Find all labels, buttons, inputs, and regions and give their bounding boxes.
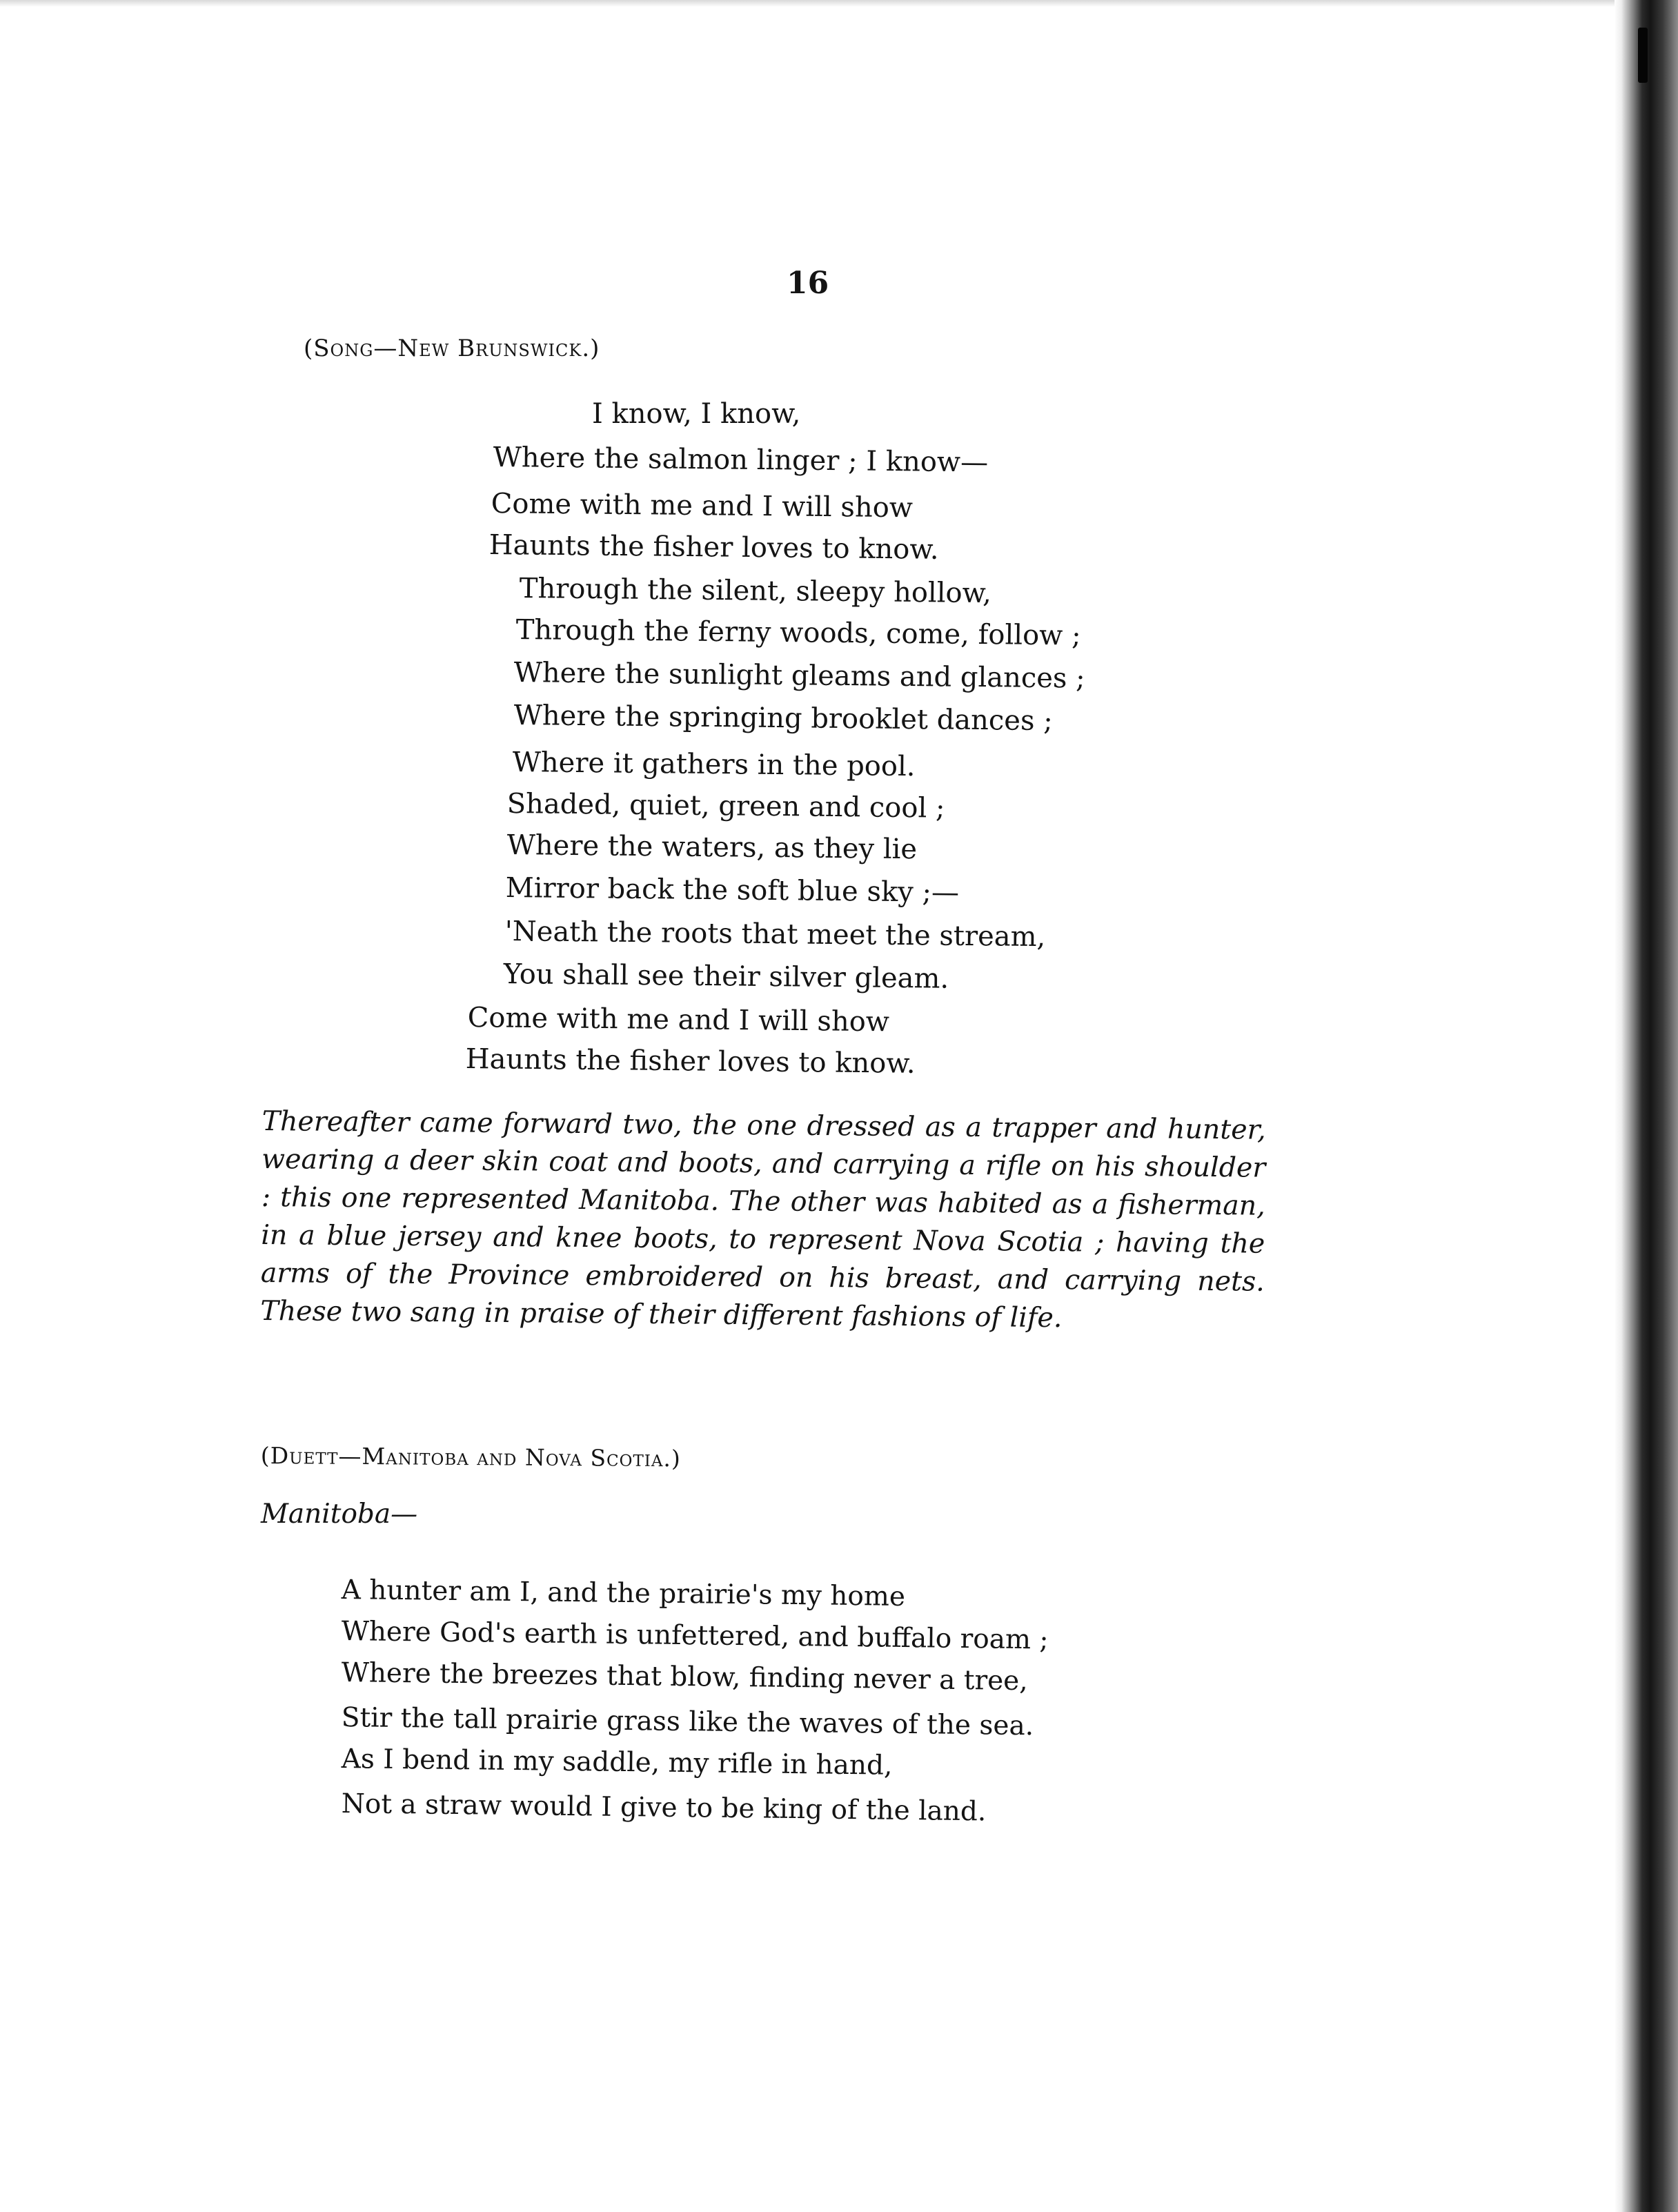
scan-top-edge bbox=[0, 0, 1642, 7]
verse-line: Mirror back the soft blue sky ;— bbox=[505, 872, 960, 909]
verse-line: Not a straw would I give to be king of the land. bbox=[341, 1788, 987, 1828]
verse-line: A hunter am I, and the prairie's my home bbox=[341, 1574, 906, 1612]
verse-line: Come with me and I will show bbox=[491, 488, 914, 524]
narration-paragraph: Thereafter came forward two, the one dressed as a trapper and hunter, wearing a deer skin coat and boots, and carrying a rifle on his shoulder : this one represented Manitoba. The other was habited as a fisherman, in a blue jersey and knee boots, to represent Nova Scotia ; having the arms of the Province embroidered on his breast, and carrying nets. These two sang in praise of their different fashions of life. bbox=[260, 1105, 1266, 1334]
song-heading: (Song—New Brunswick.) bbox=[304, 335, 600, 362]
verse-line: Where God's earth is unfettered, and buffalo roam ; bbox=[341, 1616, 1049, 1656]
page-number: 16 bbox=[787, 266, 829, 301]
verse-line: As I bend in my saddle, my rifle in hand, bbox=[341, 1744, 893, 1781]
verse-line: 'Neath the roots that meet the stream, bbox=[504, 916, 1046, 954]
verse-line: Where the sunlight gleams and glances ; bbox=[513, 657, 1085, 695]
verse-line: Where the salmon linger ; I know— bbox=[493, 442, 989, 479]
verse-line: Through the ferny woods, come, follow ; bbox=[515, 614, 1081, 652]
verse-line: Where the breezes that blow, finding never a tree, bbox=[341, 1657, 1028, 1697]
verse-line: Haunts the fisher loves to know. bbox=[488, 529, 939, 566]
verse-line: Haunts the fisher loves to know. bbox=[465, 1043, 916, 1080]
duett-heading: (Duett—Manitoba and Nova Scotia.) bbox=[260, 1442, 682, 1472]
scan-page-edge-shadow bbox=[1615, 0, 1678, 2212]
verse-line: Come with me and I will show bbox=[467, 1002, 890, 1038]
verse-line: Shaded, quiet, green and cool ; bbox=[506, 788, 945, 824]
verse-line: I know, I know, bbox=[592, 398, 801, 430]
verse-line: You shall see their silver gleam. bbox=[503, 958, 949, 995]
verse-line: Where the waters, as they lie bbox=[506, 829, 918, 866]
speaker-label: Manitoba— bbox=[261, 1499, 418, 1530]
scan-shadow-mark bbox=[1638, 28, 1648, 83]
verse-line: Where it gathers in the pool. bbox=[512, 747, 916, 783]
verse-line: Stir the tall prairie grass like the waves of the sea. bbox=[341, 1702, 1034, 1742]
verse-line: Through the silent, sleepy hollow, bbox=[519, 573, 992, 610]
verse-line: Where the springing brooklet dances ; bbox=[513, 700, 1053, 738]
